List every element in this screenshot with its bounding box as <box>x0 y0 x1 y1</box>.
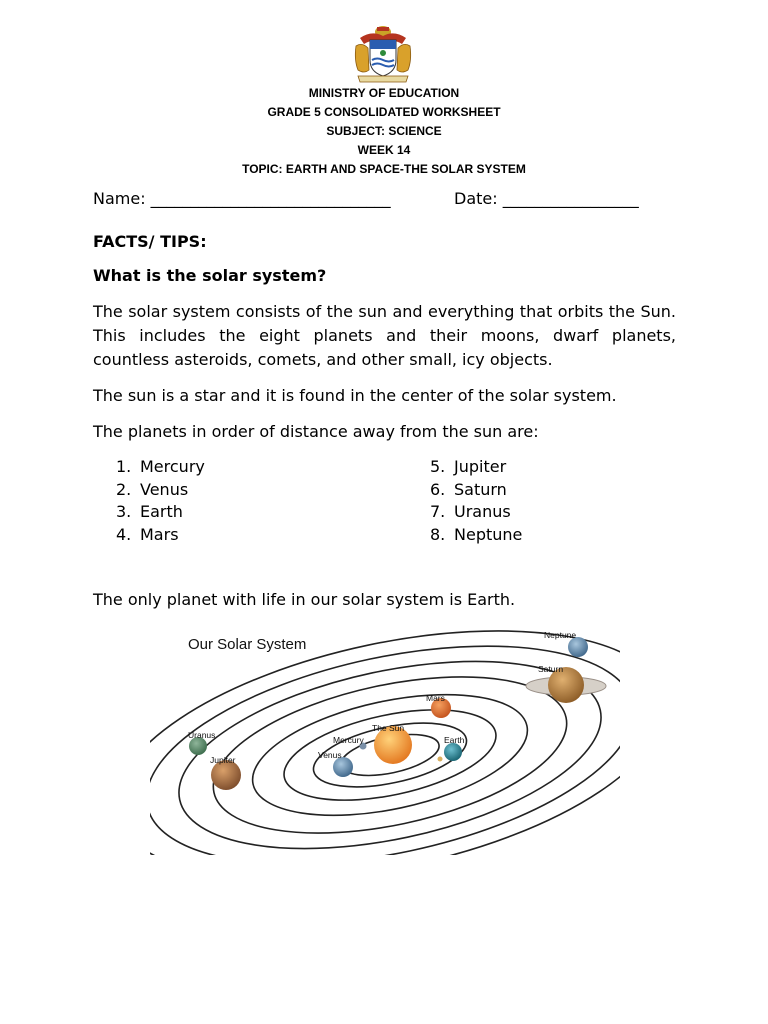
week-line: WEEK 14 <box>357 143 411 157</box>
moon-icon <box>438 757 443 762</box>
list-item: 8. Neptune <box>430 525 523 545</box>
ministry-title: MINISTRY OF EDUCATION <box>308 86 460 100</box>
label-sun: The Sun <box>372 723 405 733</box>
date-field[interactable]: Date: _________________ <box>454 189 639 208</box>
name-date-fields <box>93 189 693 215</box>
subject-line: SUBJECT: SCIENCE <box>326 124 442 138</box>
list-item: 7. Uranus <box>430 502 511 522</box>
planet-list-left <box>116 456 205 547</box>
worksheet-title: GRADE 5 CONSOLIDATED WORKSHEET <box>267 105 501 119</box>
neptune-icon <box>568 637 588 657</box>
list-item: 2. Venus <box>116 479 189 499</box>
label-neptune: Neptune <box>544 630 577 640</box>
label-venus: Venus <box>318 750 342 760</box>
venus-icon <box>333 757 353 777</box>
label-uranus: Uranus <box>188 730 216 740</box>
solar-system-diagram <box>150 625 620 855</box>
label-earth: Earth <box>444 735 465 745</box>
coat-of-arms-crest <box>352 24 414 84</box>
label-mars: Mars <box>426 693 445 703</box>
paragraph-planets-intro: The planets in order of distance away from the sun are: <box>93 422 539 441</box>
list-item: 4. Mars <box>116 525 179 545</box>
diagram-title: Our Solar System <box>188 636 307 653</box>
paragraph-life-on-earth: The only planet with life in our solar system is Earth. <box>93 590 516 609</box>
planet-list-right <box>430 456 522 547</box>
question-heading: What is the solar system? <box>93 266 327 285</box>
list-item: 6. Saturn <box>430 479 507 499</box>
list-item: 1. Mercury <box>116 457 205 476</box>
list-item: 5. Jupiter <box>430 457 507 476</box>
list-item: 3. Earth <box>116 502 183 522</box>
label-jupiter: Jupiter <box>210 755 236 765</box>
topic-line: TOPIC: EARTH AND SPACE-THE SOLAR SYSTEM <box>242 162 526 176</box>
label-mercury: Mercury <box>333 735 364 745</box>
earth-icon <box>444 743 462 761</box>
label-saturn: Saturn <box>538 664 564 674</box>
paragraph-solar-system: The solar system consists of the sun and everything that orbits the Sun. This includes the eight planets and their moons, dwarf planets, countless asteroids, comets, and other small, icy objects. <box>93 302 676 369</box>
facts-heading: FACTS/ TIPS: <box>93 232 207 251</box>
name-field[interactable]: Name: ______________________________ <box>93 189 391 208</box>
paragraph-sun: The sun is a star and it is found in the center of the solar system. <box>93 386 617 405</box>
